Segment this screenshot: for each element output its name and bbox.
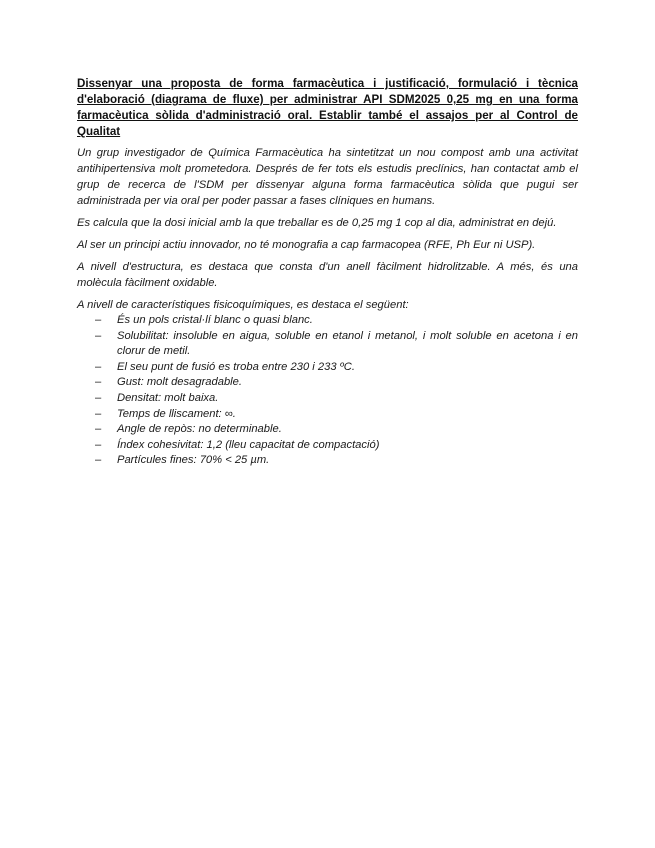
dash-marker: –: [95, 329, 102, 342]
list-item: [77, 438, 578, 454]
paragraph-dose: Es calcula que la dosi inicial amb la que treballar es de 0,25 mg 1 cop al dia, administrat en dejú.: [77, 217, 557, 229]
list-item: [77, 313, 578, 329]
dash-marker: –: [95, 407, 102, 420]
list-intro: A nivell de característiques fisicoquímiques, es destaca el següent:: [77, 299, 409, 311]
list-item-text: Angle de repòs: no determinable.: [117, 423, 282, 436]
dash-marker: –: [95, 423, 102, 436]
dash-marker: –: [95, 360, 102, 373]
list-item: [77, 453, 578, 469]
list-item: [77, 360, 578, 376]
dash-marker: –: [95, 314, 102, 326]
properties-list: [77, 313, 578, 469]
list-item-text: Índex cohesivitat: 1,2 (lleu capacitat de compactació): [117, 438, 380, 451]
paragraph-monograph: Al ser un principi actiu innovador, no té monografia a cap farmacopea (RFE, Ph Eur ni USP).: [77, 239, 536, 251]
dash-marker: –: [95, 391, 102, 404]
document-title: Dissenyar una proposta de forma farmacèutica i justificació, formulació i tècnica d'elaboració (diagrama de fluxe) per administrar API SDM2025 0,25 mg en una forma farmacèutica sòlida d'administració oral. Establir també el assajos per al Control de Qualitat: [77, 77, 578, 138]
list-item: [77, 391, 578, 407]
list-item-text: Partícules fines: 70% < 25 µm.: [117, 454, 270, 467]
list-item-text: Densitat: molt baixa.: [117, 391, 219, 404]
list-item-text: El seu punt de fusió es troba entre 230 i 233 ºC.: [117, 360, 355, 373]
dash-marker: –: [95, 438, 102, 451]
list-item: [77, 407, 578, 423]
list-item: [77, 422, 578, 438]
paragraph-intro: Un grup investigador de Química Farmacèutica ha sintetitzat un nou compost amb una activitat antihipertensiva molt prometedora. Després de fer tots els estudis preclínics, han contactat amb el grup de recerca de l'SDM per dissenyar alguna forma farmacèutica sòlida que pugui ser administrada per via oral per poder passar a fases clíniques en humans.: [77, 147, 578, 207]
paragraph-structure: A nivell d'estructura, es destaca que consta d'un anell fàcilment hidrolitzable. A més, és una molècula fàcilment oxidable.: [77, 261, 578, 289]
dash-marker: –: [95, 376, 102, 389]
dash-marker: –: [95, 454, 102, 467]
document-page: [77, 76, 578, 469]
list-item-text: Solubilitat: insoluble en aigua, soluble en etanol i metanol, i molt soluble en acetona i en clorur de metil.: [117, 329, 578, 358]
list-item: [77, 375, 578, 391]
list-item: [77, 329, 578, 360]
list-item-text: És un pols cristal·lí blanc o quasi blanc.: [117, 314, 313, 326]
list-item-text: Temps de lliscament: ∞.: [117, 407, 236, 420]
list-item-text: Gust: molt desagradable.: [117, 376, 242, 389]
